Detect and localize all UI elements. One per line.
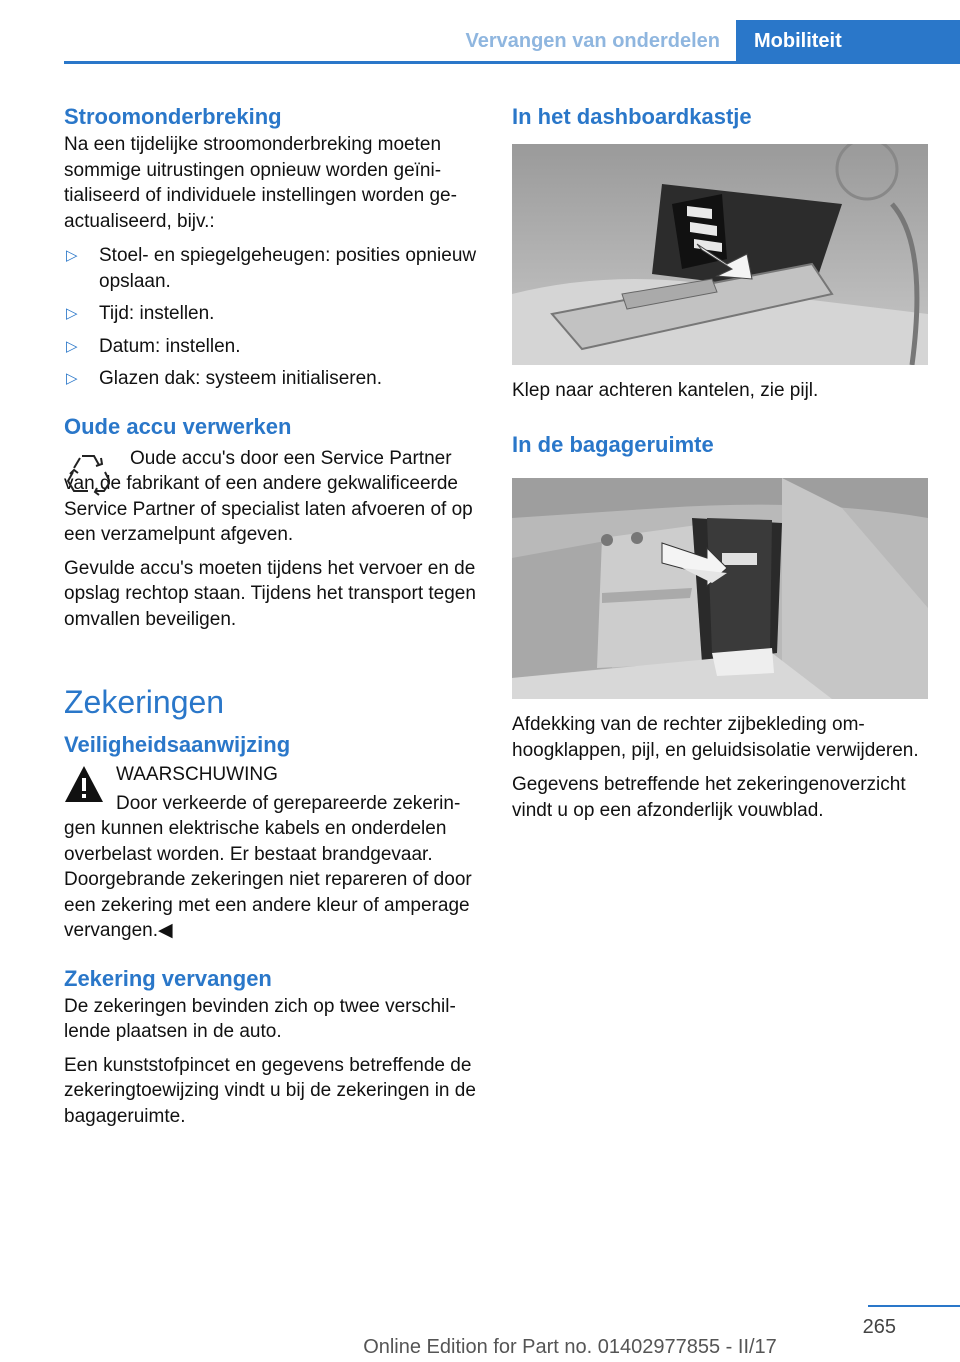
triangle-right-icon: ▷ xyxy=(66,370,78,387)
paragraph-oude-accu-1: Oude accu's door een Service Partner van de fabrikant of een andere gekwalificeerde Service Partner of specialist laten afvoeren of op een verzamelpunt afgeven. xyxy=(64,447,473,545)
caption-glovebox: Klep naar achteren kantelen, zie pijl. xyxy=(512,380,819,401)
warning-note xyxy=(64,762,477,944)
triangle-right-icon: ▷ xyxy=(66,305,78,322)
online-edition-text: Online Edition for Part no. 01402977855 - II/17 xyxy=(363,1336,777,1358)
right-column-middle xyxy=(512,378,928,460)
list-item: ▷ Datum: instellen. xyxy=(64,334,477,360)
header-section-title: Vervangen van onderdelen xyxy=(465,30,720,52)
list-item: ▷ Glazen dak: systeem initialiseren. xyxy=(64,366,477,392)
header-divider xyxy=(64,61,960,64)
trunk-illustration xyxy=(512,478,928,699)
right-column-bottom xyxy=(512,712,928,823)
caption-trunk: Afdekking van de rechter zijbekleding omhoogklappen, pijl, en geluidsisolatie verwijderen. xyxy=(512,714,919,761)
triangle-right-icon: ▷ xyxy=(66,337,78,355)
paragraph-zekeringenoverzicht: Gegevens betreffende het zekeringenoverzicht vindt u op een afzonderlijk vouwblad. xyxy=(512,774,906,821)
glovebox-photo xyxy=(512,144,928,365)
triangle-right-icon: ▷ xyxy=(66,247,78,264)
heading-stroomonderbreking: Stroomonderbreking xyxy=(64,104,282,129)
heading-zekeringen: Zekeringen xyxy=(64,684,225,720)
recycle-note xyxy=(64,446,477,548)
heading-oude-accu: Oude accu verwerken xyxy=(64,413,292,439)
paragraph-zekering-2: Een kunststofpincet en gegevens betreffende de zekeringtoewijzing vindt u bij de zekeringen in de bagageruimte. xyxy=(64,1054,476,1127)
warning-icon xyxy=(64,764,104,804)
paragraph-zekering-1: De zekeringen bevinden zich op twee verschillende plaatsen in de auto. xyxy=(64,995,456,1042)
trunk-photo xyxy=(512,478,928,699)
page-number: 265 xyxy=(862,1316,896,1338)
heading-zekering-vervangen: Zekering vervangen xyxy=(64,965,272,991)
right-column xyxy=(512,102,928,132)
list-item: ▷ Stoel- en spiegelgeheugen: posities opnieuw opslaan. xyxy=(66,245,477,292)
heading-veiligheid: Veiligheidsaanwijzing xyxy=(64,732,291,757)
bullet-list xyxy=(64,243,477,392)
header-chapter-tab xyxy=(736,20,960,61)
warning-label: WAARSCHUWING xyxy=(116,764,278,785)
paragraph-oude-accu-2: Gevulde accu's moeten tijdens het vervoer en de opslag rechtop staan. Tijdens het transport tegen omvallen beveiligen. xyxy=(64,557,476,630)
list-item: ▷ Tijd: instellen. xyxy=(64,301,477,327)
header-chapter-label: Mobiliteit xyxy=(754,30,842,52)
left-column xyxy=(64,102,477,1129)
paragraph-stroomonderbreking: Na een tijdelijke stroomonderbreking moeten sommige uitrustingen opnieuw worden geïnitialiseerd of individuele instellingen worden geactualiseerd, bijv.: xyxy=(64,134,457,232)
warning-text: Door verkeerde of gerepareerde zekeringen kunnen elektrische kabels en onderdelen overbelast worden. Er bestaat brandgevaar. Doorgebrande zekeringen niet repareren of door een zekering met een andere kleur of amperage vervangen.◀ xyxy=(64,792,472,941)
glovebox-illustration xyxy=(512,144,928,365)
heading-dashboardkastje: In het dashboardkastje xyxy=(512,104,752,129)
recycle-icon xyxy=(66,450,110,498)
footer-divider xyxy=(868,1305,960,1307)
heading-bagageruimte: In de bagageruimte xyxy=(512,431,714,457)
